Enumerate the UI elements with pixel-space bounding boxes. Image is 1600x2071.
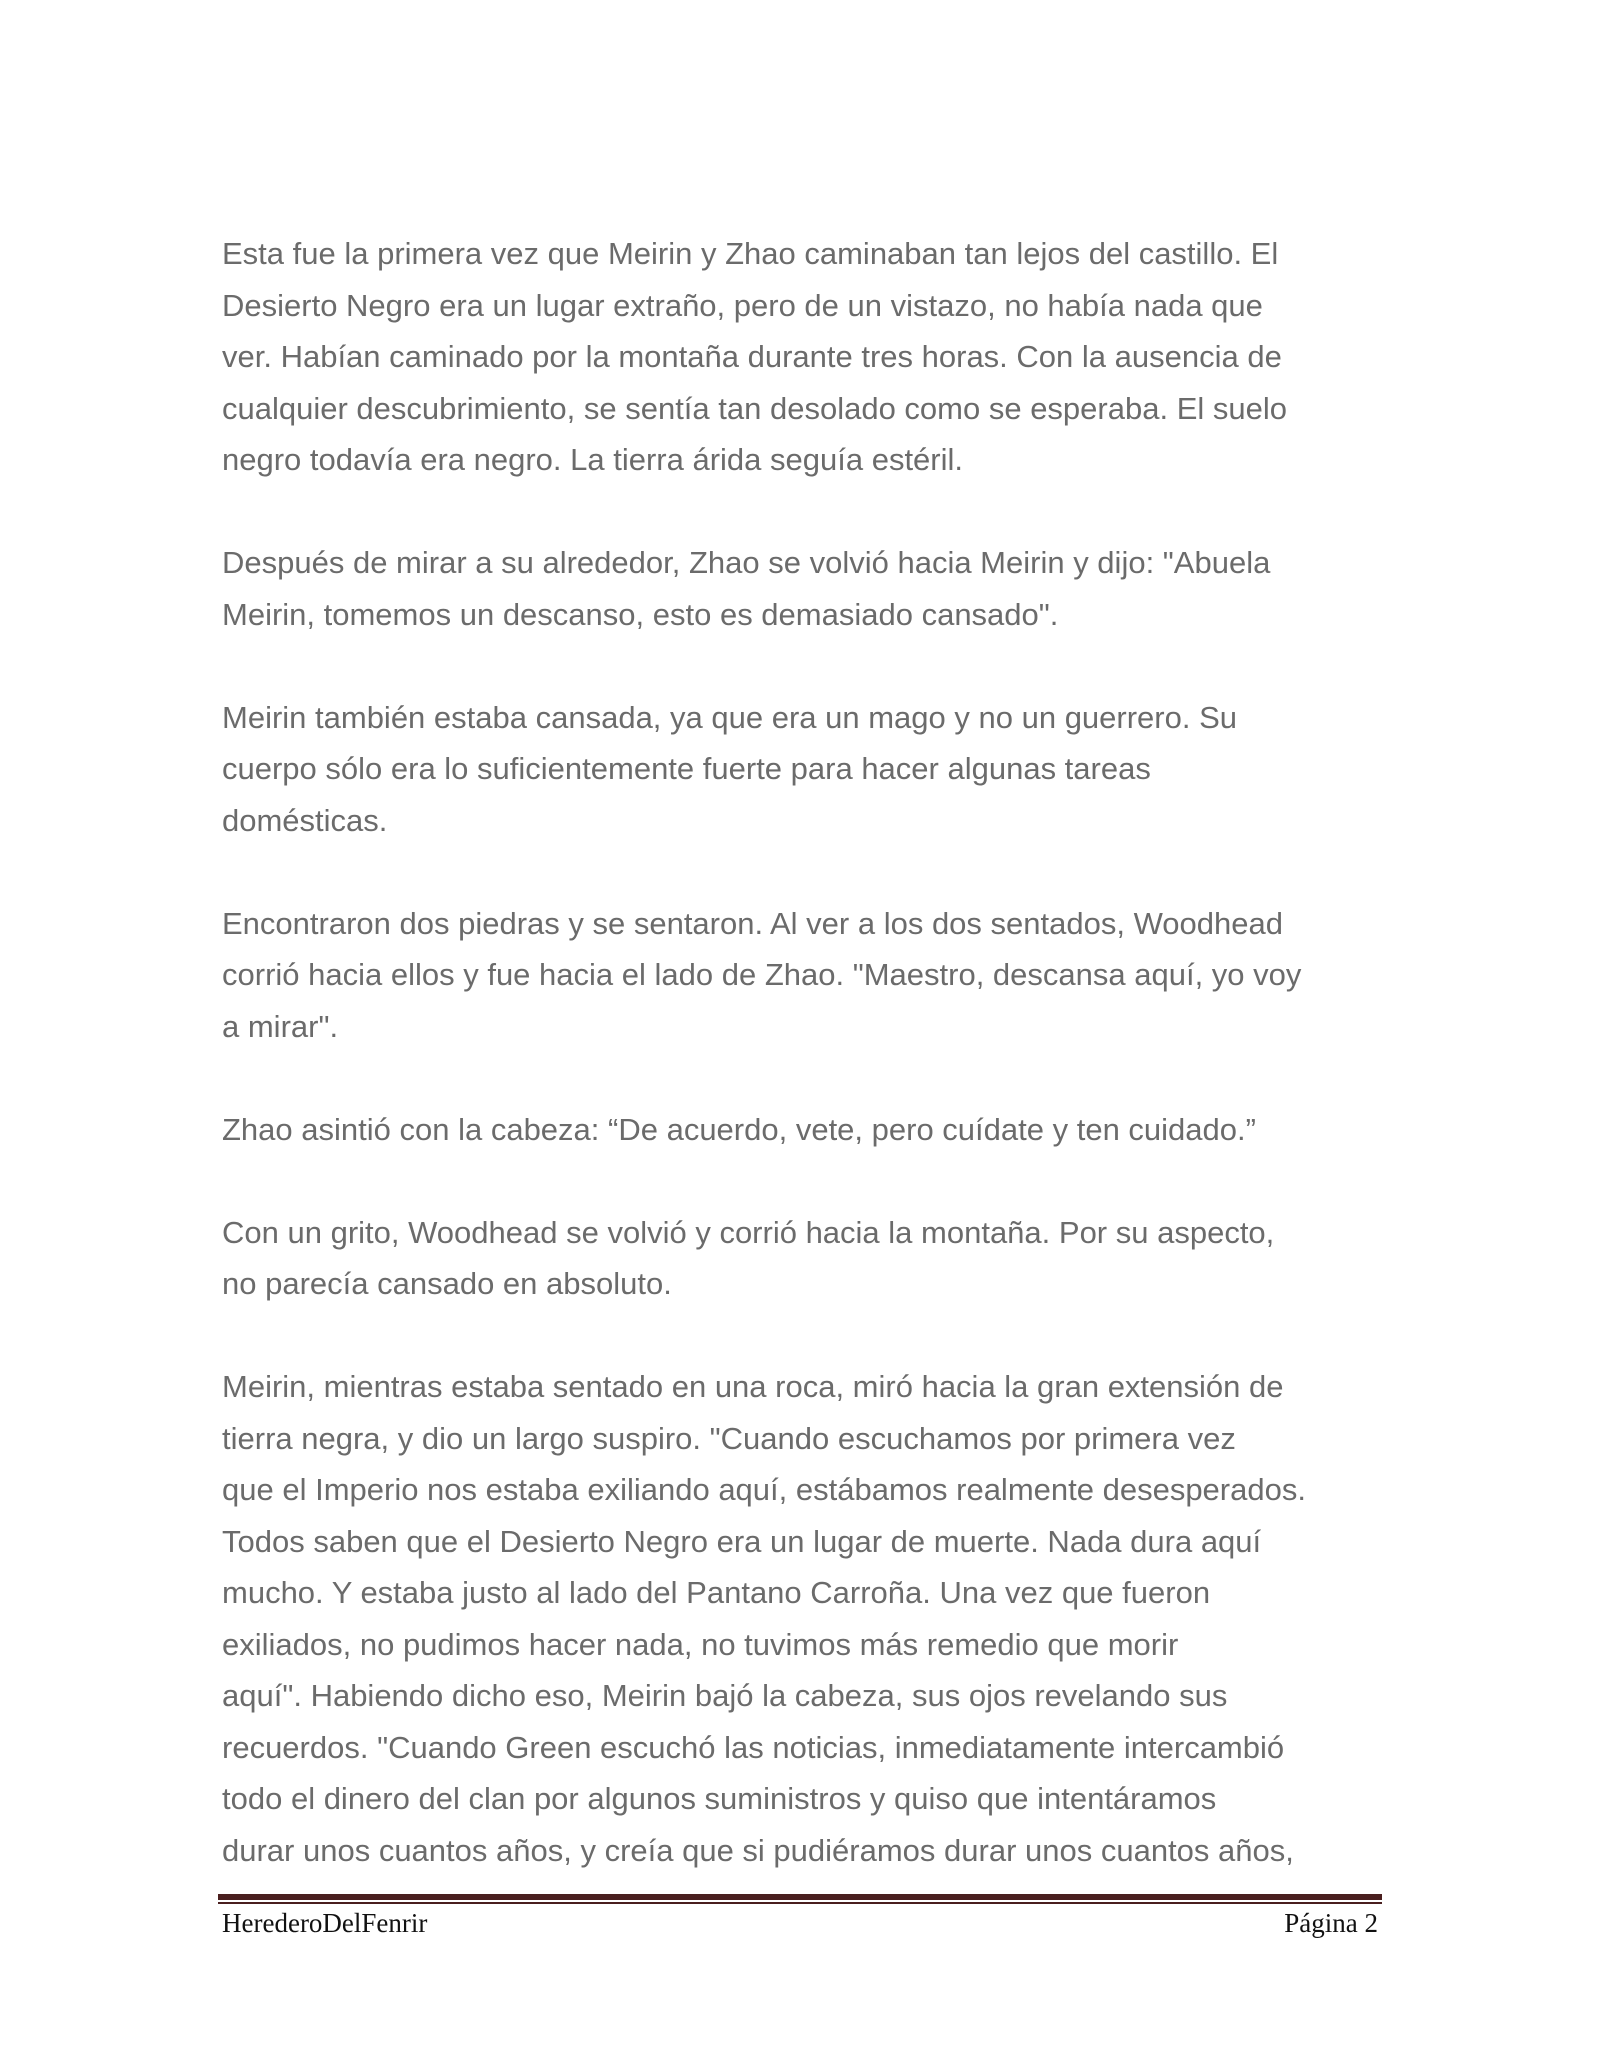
paragraph	[222, 228, 1402, 486]
text-line: cuerpo sólo era lo suficientemente fuerte para hacer algunas tareas	[222, 751, 1151, 786]
text-line: negro todavía era negro. La tierra árida seguía estéril.	[222, 442, 964, 477]
page-footer	[222, 1908, 1378, 1948]
paragraph	[222, 537, 1402, 640]
text-line: durar unos cuantos años, y creía que si pudiéramos durar unos cuantos años,	[222, 1832, 1294, 1868]
text-line: ver. Habían caminado por la montaña durante tres horas. Con la ausencia de	[222, 339, 1282, 374]
text-line: a mirar".	[222, 1008, 339, 1044]
text-line: Todos saben que el Desierto Negro era un lugar de muerte. Nada dura aquí	[222, 1523, 1262, 1559]
text-line: Meirin, tomemos un descanso, esto es demasiado cansado".	[222, 596, 1059, 632]
paragraph	[222, 898, 1402, 1053]
footer-divider	[218, 1894, 1382, 1904]
text-line: mucho. Y estaba justo al lado del Pantano Carroña. Una vez que fueron	[222, 1575, 1211, 1610]
text-line: tierra negra, y dio un largo suspiro. "Cuando escuchamos por primera vez	[222, 1420, 1236, 1456]
page-body	[222, 228, 1402, 1876]
text-line: todo el dinero del clan por algunos suministros y quiso que intentáramos	[222, 1781, 1217, 1816]
paragraph	[222, 692, 1402, 847]
text-line: exiliados, no pudimos hacer nada, no tuvimos más remedio que morir	[222, 1626, 1179, 1662]
page-number: Página 2	[1284, 1908, 1378, 1938]
text-line: aquí". Habiendo dicho eso, Meirin bajó la cabeza, sus ojos revelando sus	[222, 1678, 1228, 1713]
footer-divider-thick	[218, 1894, 1382, 1900]
text-line: recuerdos. "Cuando Green escuchó las noticias, inmediatamente intercambió	[222, 1729, 1285, 1765]
text-line: Desierto Negro era un lugar extraño, pero de un vistazo, no había nada que	[222, 287, 1263, 323]
text-line: no parecía cansado en absoluto.	[222, 1266, 672, 1301]
text-line: corrió hacia ellos y fue hacia el lado de Zhao. "Maestro, descansa aquí, yo voy	[222, 957, 1302, 992]
paragraph	[222, 1207, 1402, 1310]
text-line: cualquier descubrimiento, se sentía tan desolado como se esperaba. El suelo	[222, 390, 1287, 426]
text-line: Meirin también estaba cansada, ya que era un mago y no un guerrero. Su	[222, 699, 1238, 735]
paragraph	[222, 1361, 1402, 1876]
text-line: que el Imperio nos estaba exiliando aquí, estábamos realmente desesperados.	[222, 1472, 1306, 1507]
paragraph	[222, 1104, 1402, 1156]
footer-divider-thin	[218, 1902, 1382, 1904]
text-line: Esta fue la primera vez que Meirin y Zhao caminaban tan lejos del castillo. El	[222, 236, 1279, 271]
text-line: Con un grito, Woodhead se volvió y corrió hacia la montaña. Por su aspecto,	[222, 1214, 1275, 1250]
text-line: domésticas.	[222, 802, 388, 838]
text-line: Encontraron dos piedras y se sentaron. Al ver a los dos sentados, Woodhead	[222, 905, 1283, 941]
text-line: Meirin, mientras estaba sentado en una roca, miró hacia la gran extensión de	[222, 1369, 1284, 1404]
footer-title: HerederoDelFenrir	[222, 1908, 428, 1938]
text-line: Zhao asintió con la cabeza: “De acuerdo, vete, pero cuídate y ten cuidado.”	[222, 1111, 1256, 1147]
text-line: Después de mirar a su alrededor, Zhao se volvió hacia Meirin y dijo: "Abuela	[222, 545, 1271, 580]
